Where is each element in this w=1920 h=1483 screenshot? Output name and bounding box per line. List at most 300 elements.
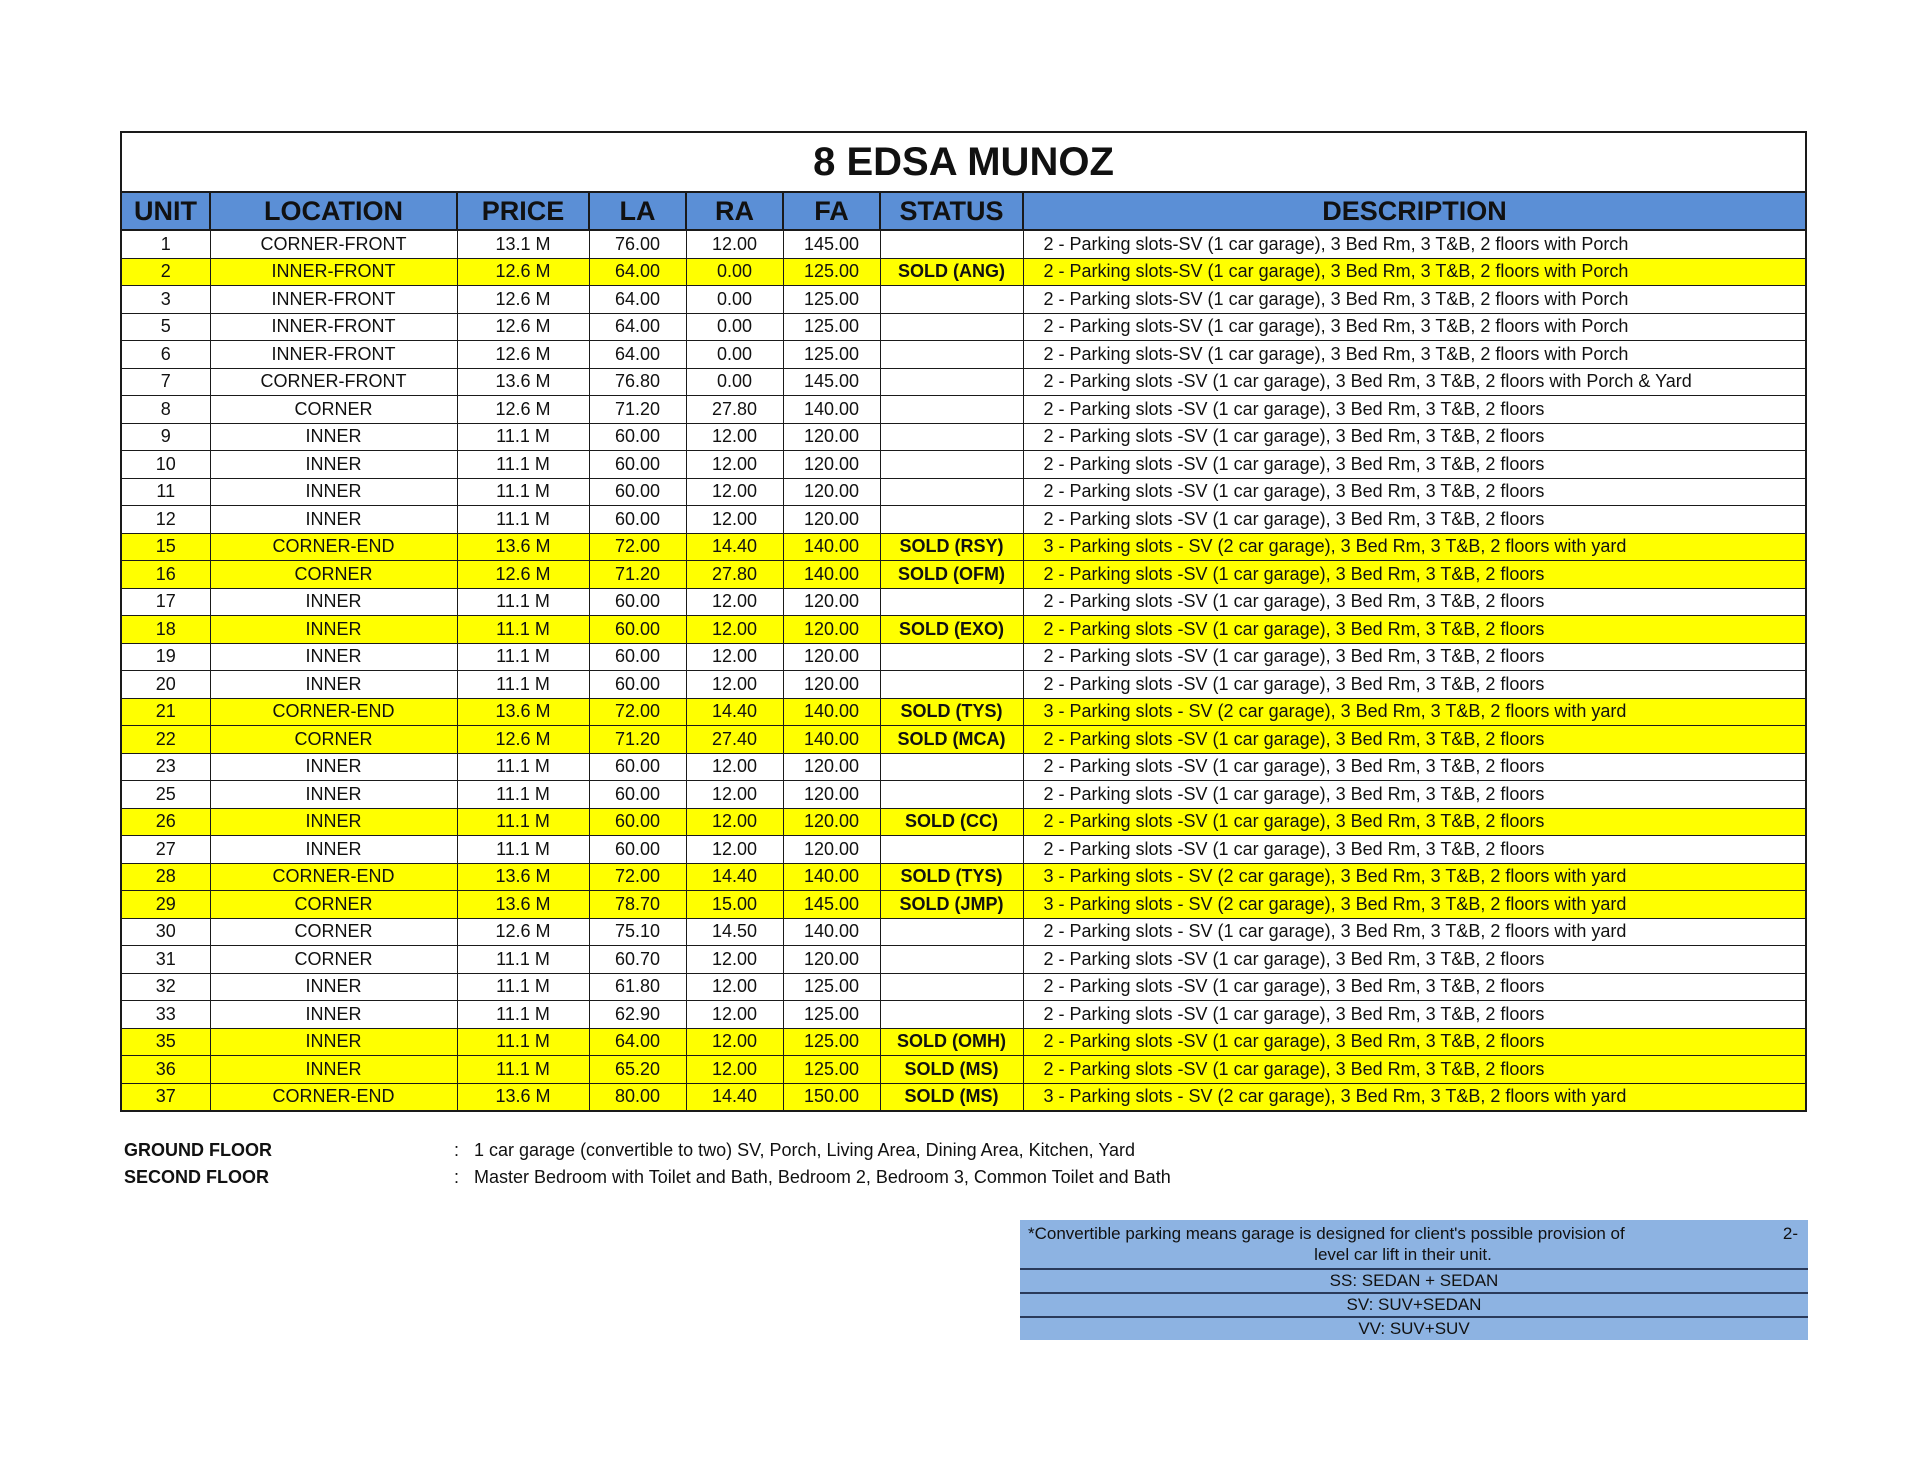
cell-unit: 28 [122,863,210,891]
cell-la: 64.00 [589,286,686,314]
cell-description: 2 - Parking slots -SV (1 car garage), 3 Bed Rm, 3 T&B, 2 floors [1023,396,1805,424]
cell-unit: 19 [122,643,210,671]
cell-fa: 120.00 [783,946,880,974]
cell-description: 3 - Parking slots - SV (2 car garage), 3 Bed Rm, 3 T&B, 2 floors with yard [1023,1083,1805,1110]
cell-unit: 10 [122,451,210,479]
cell-location: CORNER [210,946,457,974]
cell-la: 64.00 [589,313,686,341]
cell-status [880,506,1023,534]
table-row [122,286,1805,314]
cell-la: 60.00 [589,616,686,644]
cell-ra: 12.00 [686,836,783,864]
cell-la: 65.20 [589,1056,686,1084]
cell-price: 12.6 M [457,286,589,314]
cell-la: 76.00 [589,230,686,258]
cell-fa: 120.00 [783,808,880,836]
cell-description: 3 - Parking slots - SV (2 car garage), 3 Bed Rm, 3 T&B, 2 floors with yard [1023,863,1805,891]
cell-location: CORNER-END [210,698,457,726]
cell-location: INNER-FRONT [210,313,457,341]
legend-note-line1: *Convertible parking means garage is designed for client's possible provision of [1028,1224,1625,1243]
cell-fa: 120.00 [783,506,880,534]
cell-location: INNER [210,1028,457,1056]
floor-colon: : [454,1140,460,1160]
cell-fa: 125.00 [783,1001,880,1029]
cell-status [880,341,1023,369]
header-description: DESCRIPTION [1023,193,1805,230]
floor-note-ground [124,1137,1171,1164]
cell-status: SOLD (TYS) [880,863,1023,891]
cell-unit: 7 [122,368,210,396]
cell-fa: 125.00 [783,286,880,314]
cell-fa: 145.00 [783,230,880,258]
cell-location: CORNER [210,891,457,919]
cell-price: 11.1 M [457,643,589,671]
cell-status [880,423,1023,451]
cell-la: 60.00 [589,781,686,809]
header-unit: UNIT [122,193,210,230]
cell-unit: 35 [122,1028,210,1056]
cell-status [880,781,1023,809]
cell-location: INNER [210,808,457,836]
legend-note [1020,1220,1808,1270]
cell-description: 2 - Parking slots -SV (1 car garage), 3 Bed Rm, 3 T&B, 2 floors [1023,561,1805,589]
cell-price: 11.1 M [457,808,589,836]
cell-ra: 0.00 [686,341,783,369]
cell-price: 11.1 M [457,506,589,534]
cell-location: CORNER-FRONT [210,368,457,396]
header-location: LOCATION [210,193,457,230]
price-list-sheet [120,131,1807,1112]
cell-la: 60.00 [589,808,686,836]
legend-note-line2: level car lift in their unit. [1314,1245,1492,1264]
cell-fa: 120.00 [783,781,880,809]
cell-unit: 12 [122,506,210,534]
cell-status: SOLD (CC) [880,808,1023,836]
cell-price: 13.1 M [457,230,589,258]
cell-la: 71.20 [589,726,686,754]
cell-status [880,671,1023,699]
cell-la: 72.00 [589,698,686,726]
floor-label: SECOND FLOOR [124,1167,270,1187]
cell-location: INNER [210,616,457,644]
cell-la: 60.00 [589,451,686,479]
cell-fa: 140.00 [783,918,880,946]
cell-price: 13.6 M [457,533,589,561]
table-row [122,918,1805,946]
cell-la: 60.00 [589,836,686,864]
cell-la: 72.00 [589,863,686,891]
cell-status: SOLD (OMH) [880,1028,1023,1056]
legend-item-sv: SV: SUV+SEDAN [1020,1294,1808,1318]
cell-la: 75.10 [589,918,686,946]
cell-fa: 125.00 [783,341,880,369]
floor-colon: : [454,1167,460,1187]
cell-price: 11.1 M [457,1001,589,1029]
cell-la: 60.70 [589,946,686,974]
cell-description: 2 - Parking slots -SV (1 car garage), 3 Bed Rm, 3 T&B, 2 floors with Porch & Yard [1023,368,1805,396]
table-row [122,616,1805,644]
cell-status [880,313,1023,341]
cell-description: 2 - Parking slots -SV (1 car garage), 3 Bed Rm, 3 T&B, 2 floors [1023,836,1805,864]
cell-ra: 12.00 [686,423,783,451]
cell-unit: 15 [122,533,210,561]
cell-status: SOLD (OFM) [880,561,1023,589]
cell-la: 71.20 [589,561,686,589]
cell-price: 11.1 M [457,451,589,479]
cell-fa: 145.00 [783,891,880,919]
legend-note-side: 2- [1782,1224,1798,1243]
cell-price: 11.1 M [457,1056,589,1084]
cell-description: 2 - Parking slots-SV (1 car garage), 3 Bed Rm, 3 T&B, 2 floors with Porch [1023,341,1805,369]
table-row [122,368,1805,396]
floor-label: GROUND FLOOR [124,1140,272,1160]
table-row [122,561,1805,589]
cell-location: INNER [210,506,457,534]
cell-location: INNER [210,753,457,781]
cell-description: 2 - Parking slots-SV (1 car garage), 3 Bed Rm, 3 T&B, 2 floors with Porch [1023,230,1805,258]
table-row [122,230,1805,258]
cell-status [880,946,1023,974]
cell-status [880,230,1023,258]
cell-ra: 27.40 [686,726,783,754]
cell-la: 60.00 [589,588,686,616]
cell-price: 11.1 M [457,478,589,506]
cell-fa: 125.00 [783,973,880,1001]
table-row [122,946,1805,974]
floor-note-second [124,1164,1171,1191]
table-row [122,781,1805,809]
cell-location: INNER [210,588,457,616]
cell-status: SOLD (MCA) [880,726,1023,754]
cell-unit: 37 [122,1083,210,1110]
cell-location: CORNER [210,561,457,589]
cell-location: INNER [210,1056,457,1084]
cell-la: 78.70 [589,891,686,919]
cell-fa: 140.00 [783,698,880,726]
cell-status [880,918,1023,946]
cell-price: 13.6 M [457,698,589,726]
table-row [122,726,1805,754]
floor-notes [124,1137,1171,1191]
cell-description: 2 - Parking slots-SV (1 car garage), 3 Bed Rm, 3 T&B, 2 floors with Porch [1023,313,1805,341]
cell-ra: 14.40 [686,698,783,726]
table-row [122,1001,1805,1029]
cell-location: INNER [210,643,457,671]
cell-description: 3 - Parking slots - SV (2 car garage), 3 Bed Rm, 3 T&B, 2 floors with yard [1023,533,1805,561]
table-row [122,836,1805,864]
cell-location: INNER-FRONT [210,258,457,286]
cell-description: 3 - Parking slots - SV (2 car garage), 3 Bed Rm, 3 T&B, 2 floors with yard [1023,698,1805,726]
cell-status [880,396,1023,424]
cell-unit: 31 [122,946,210,974]
cell-ra: 14.50 [686,918,783,946]
cell-description: 2 - Parking slots -SV (1 car garage), 3 Bed Rm, 3 T&B, 2 floors [1023,671,1805,699]
cell-price: 11.1 M [457,781,589,809]
cell-description: 3 - Parking slots - SV (2 car garage), 3 Bed Rm, 3 T&B, 2 floors with yard [1023,891,1805,919]
cell-price: 12.6 M [457,341,589,369]
cell-fa: 120.00 [783,616,880,644]
cell-fa: 125.00 [783,313,880,341]
sheet-title: 8 EDSA MUNOZ [122,133,1805,193]
cell-price: 12.6 M [457,396,589,424]
cell-ra: 12.00 [686,1056,783,1084]
cell-ra: 12.00 [686,588,783,616]
cell-location: CORNER-END [210,533,457,561]
cell-price: 13.6 M [457,1083,589,1110]
parking-legend [1020,1220,1808,1340]
table-row [122,451,1805,479]
cell-description: 2 - Parking slots-SV (1 car garage), 3 Bed Rm, 3 T&B, 2 floors with Porch [1023,258,1805,286]
cell-la: 71.20 [589,396,686,424]
cell-location: CORNER-END [210,863,457,891]
cell-ra: 0.00 [686,368,783,396]
table-row [122,313,1805,341]
cell-ra: 14.40 [686,533,783,561]
cell-price: 13.6 M [457,368,589,396]
cell-fa: 150.00 [783,1083,880,1110]
cell-unit: 11 [122,478,210,506]
table-row [122,1083,1805,1110]
cell-price: 11.1 M [457,946,589,974]
cell-fa: 145.00 [783,368,880,396]
cell-fa: 120.00 [783,478,880,506]
cell-location: INNER [210,671,457,699]
cell-unit: 2 [122,258,210,286]
cell-ra: 14.40 [686,863,783,891]
header-la: LA [589,193,686,230]
cell-description: 2 - Parking slots -SV (1 car garage), 3 Bed Rm, 3 T&B, 2 floors [1023,1001,1805,1029]
cell-fa: 125.00 [783,258,880,286]
table-row [122,423,1805,451]
cell-fa: 140.00 [783,561,880,589]
cell-status [880,286,1023,314]
cell-status [880,836,1023,864]
cell-fa: 140.00 [783,396,880,424]
cell-la: 60.00 [589,478,686,506]
table-row [122,643,1805,671]
cell-description: 2 - Parking slots -SV (1 car garage), 3 Bed Rm, 3 T&B, 2 floors [1023,973,1805,1001]
cell-location: CORNER [210,726,457,754]
cell-unit: 22 [122,726,210,754]
table-row [122,863,1805,891]
cell-status: SOLD (MS) [880,1056,1023,1084]
cell-ra: 12.00 [686,946,783,974]
cell-la: 60.00 [589,423,686,451]
cell-price: 11.1 M [457,671,589,699]
cell-price: 12.6 M [457,918,589,946]
cell-ra: 14.40 [686,1083,783,1110]
cell-status [880,588,1023,616]
cell-la: 60.00 [589,671,686,699]
cell-la: 64.00 [589,341,686,369]
cell-unit: 16 [122,561,210,589]
cell-la: 62.90 [589,1001,686,1029]
cell-fa: 120.00 [783,451,880,479]
cell-location: INNER [210,836,457,864]
cell-price: 11.1 M [457,973,589,1001]
cell-status: SOLD (MS) [880,1083,1023,1110]
table-row [122,533,1805,561]
cell-description: 2 - Parking slots -SV (1 car garage), 3 Bed Rm, 3 T&B, 2 floors [1023,1028,1805,1056]
header-fa: FA [783,193,880,230]
cell-unit: 3 [122,286,210,314]
cell-fa: 120.00 [783,423,880,451]
cell-description: 2 - Parking slots -SV (1 car garage), 3 Bed Rm, 3 T&B, 2 floors [1023,506,1805,534]
cell-price: 11.1 M [457,423,589,451]
cell-price: 11.1 M [457,753,589,781]
table-row [122,698,1805,726]
cell-location: INNER [210,1001,457,1029]
cell-unit: 23 [122,753,210,781]
table-row [122,891,1805,919]
cell-description: 2 - Parking slots -SV (1 car garage), 3 Bed Rm, 3 T&B, 2 floors [1023,451,1805,479]
floor-text: Master Bedroom with Toilet and Bath, Bedroom 2, Bedroom 3, Common Toilet and Bath [474,1167,1171,1187]
cell-ra: 12.00 [686,753,783,781]
cell-status [880,1001,1023,1029]
cell-location: CORNER-END [210,1083,457,1110]
table-row [122,258,1805,286]
cell-fa: 120.00 [783,588,880,616]
cell-ra: 12.00 [686,643,783,671]
cell-status [880,753,1023,781]
units-table [122,193,1805,1110]
cell-description: 2 - Parking slots-SV (1 car garage), 3 Bed Rm, 3 T&B, 2 floors with Porch [1023,286,1805,314]
cell-price: 12.6 M [457,561,589,589]
cell-ra: 12.00 [686,506,783,534]
cell-la: 60.00 [589,506,686,534]
legend-item-ss: SS: SEDAN + SEDAN [1020,1270,1808,1294]
cell-la: 64.00 [589,258,686,286]
floor-text: 1 car garage (convertible to two) SV, Porch, Living Area, Dining Area, Kitchen, Yard [474,1140,1136,1160]
cell-status [880,643,1023,671]
cell-la: 60.00 [589,643,686,671]
cell-status [880,478,1023,506]
cell-unit: 25 [122,781,210,809]
cell-fa: 140.00 [783,863,880,891]
cell-status [880,451,1023,479]
table-row [122,1028,1805,1056]
header-ra: RA [686,193,783,230]
cell-location: CORNER-FRONT [210,230,457,258]
header-price: PRICE [457,193,589,230]
cell-ra: 0.00 [686,258,783,286]
cell-price: 13.6 M [457,891,589,919]
cell-description: 2 - Parking slots -SV (1 car garage), 3 Bed Rm, 3 T&B, 2 floors [1023,643,1805,671]
cell-location: INNER [210,973,457,1001]
cell-fa: 140.00 [783,726,880,754]
cell-location: INNER [210,423,457,451]
cell-ra: 12.00 [686,616,783,644]
cell-fa: 125.00 [783,1028,880,1056]
cell-ra: 12.00 [686,478,783,506]
cell-ra: 12.00 [686,1028,783,1056]
cell-ra: 12.00 [686,230,783,258]
cell-la: 60.00 [589,753,686,781]
table-header-row [122,193,1805,230]
cell-ra: 12.00 [686,973,783,1001]
cell-la: 76.80 [589,368,686,396]
cell-fa: 120.00 [783,671,880,699]
cell-unit: 8 [122,396,210,424]
cell-description: 2 - Parking slots - SV (1 car garage), 3 Bed Rm, 3 T&B, 2 floors with yard [1023,918,1805,946]
table-row [122,341,1805,369]
table-row [122,1056,1805,1084]
cell-price: 12.6 M [457,258,589,286]
cell-fa: 120.00 [783,753,880,781]
cell-ra: 12.00 [686,781,783,809]
cell-ra: 0.00 [686,313,783,341]
table-row [122,808,1805,836]
cell-status: SOLD (ANG) [880,258,1023,286]
cell-price: 11.1 M [457,836,589,864]
legend-item-vv: VV: SUV+SUV [1358,1319,1470,1338]
cell-unit: 32 [122,973,210,1001]
cell-unit: 26 [122,808,210,836]
cell-description: 2 - Parking slots -SV (1 car garage), 3 Bed Rm, 3 T&B, 2 floors [1023,588,1805,616]
cell-status: SOLD (EXO) [880,616,1023,644]
table-row [122,478,1805,506]
cell-description: 2 - Parking slots -SV (1 car garage), 3 Bed Rm, 3 T&B, 2 floors [1023,726,1805,754]
cell-unit: 29 [122,891,210,919]
cell-la: 61.80 [589,973,686,1001]
cell-unit: 1 [122,230,210,258]
cell-price: 11.1 M [457,1028,589,1056]
cell-unit: 17 [122,588,210,616]
cell-location: INNER-FRONT [210,341,457,369]
cell-ra: 12.00 [686,671,783,699]
cell-description: 2 - Parking slots -SV (1 car garage), 3 Bed Rm, 3 T&B, 2 floors [1023,1056,1805,1084]
cell-description: 2 - Parking slots -SV (1 car garage), 3 Bed Rm, 3 T&B, 2 floors [1023,808,1805,836]
cell-location: CORNER [210,396,457,424]
cell-price: 13.6 M [457,863,589,891]
cell-fa: 120.00 [783,836,880,864]
cell-unit: 20 [122,671,210,699]
cell-description: 2 - Parking slots -SV (1 car garage), 3 Bed Rm, 3 T&B, 2 floors [1023,478,1805,506]
cell-unit: 21 [122,698,210,726]
cell-unit: 9 [122,423,210,451]
cell-fa: 125.00 [783,1056,880,1084]
cell-description: 2 - Parking slots -SV (1 car garage), 3 Bed Rm, 3 T&B, 2 floors [1023,616,1805,644]
cell-unit: 6 [122,341,210,369]
cell-status: SOLD (TYS) [880,698,1023,726]
cell-description: 2 - Parking slots -SV (1 car garage), 3 Bed Rm, 3 T&B, 2 floors [1023,753,1805,781]
cell-la: 64.00 [589,1028,686,1056]
cell-price: 12.6 M [457,313,589,341]
cell-price: 12.6 M [457,726,589,754]
cell-status: SOLD (RSY) [880,533,1023,561]
cell-unit: 27 [122,836,210,864]
cell-ra: 12.00 [686,451,783,479]
cell-unit: 18 [122,616,210,644]
cell-ra: 0.00 [686,286,783,314]
cell-ra: 27.80 [686,561,783,589]
cell-ra: 15.00 [686,891,783,919]
header-status: STATUS [880,193,1023,230]
cell-unit: 36 [122,1056,210,1084]
cell-description: 2 - Parking slots -SV (1 car garage), 3 Bed Rm, 3 T&B, 2 floors [1023,423,1805,451]
cell-location: INNER-FRONT [210,286,457,314]
cell-location: INNER [210,781,457,809]
cell-status [880,973,1023,1001]
cell-unit: 5 [122,313,210,341]
table-row [122,753,1805,781]
cell-location: INNER [210,451,457,479]
cell-ra: 12.00 [686,1001,783,1029]
cell-unit: 33 [122,1001,210,1029]
table-row [122,506,1805,534]
table-row [122,396,1805,424]
cell-location: CORNER [210,918,457,946]
